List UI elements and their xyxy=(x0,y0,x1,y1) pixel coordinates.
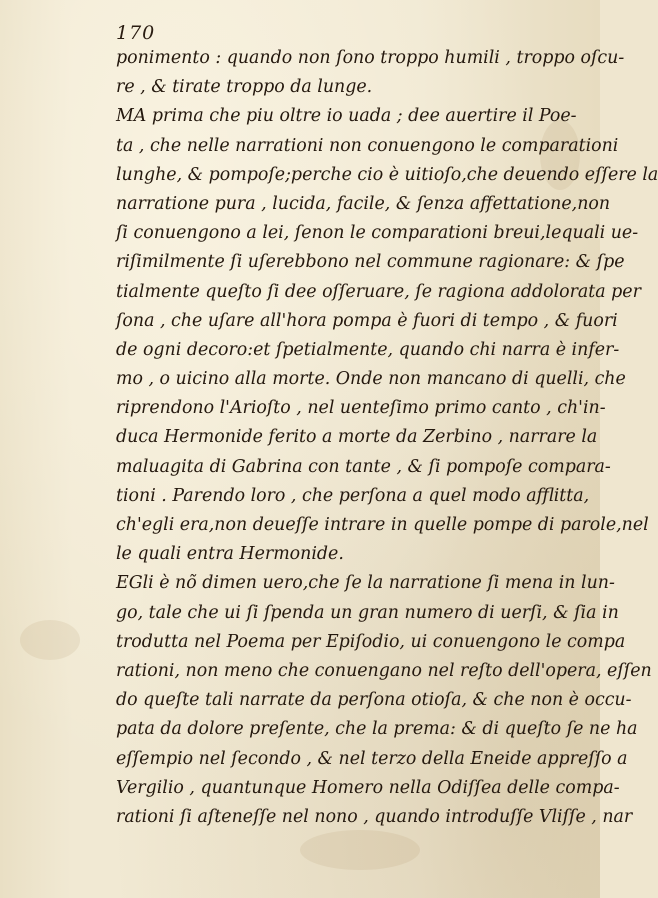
text-line: pata da dolore preſente, che la prema: & di queſto ſe ne ha xyxy=(116,719,638,740)
text-line: riprendono l'Arioſto , nel uenteſimo primo canto , ch'in- xyxy=(116,398,606,419)
text-line: re , & tirate troppo da lunge. xyxy=(116,77,373,98)
text-line: EGli è nõ dimen uero,che ſe la narratione ſi mena in lun- xyxy=(116,573,615,594)
text-line: duca Hermonide ferito a morte da Zerbino , narrare la xyxy=(116,427,598,448)
text-line: go, tale che ui ſi ſpenda un gran numero di uerſi, & ſia in xyxy=(116,602,619,623)
text-line: le quali entra Hermonide. xyxy=(116,544,344,565)
text-line: ponimento : quando non ſono troppo humili , troppo oſcu- xyxy=(116,48,625,68)
text-line: tioni . Parendo loro , che perſona a quel modo afflitta, xyxy=(116,485,590,506)
text-line: maluagita di Gabrina con tante , & ſi pompoſe compara- xyxy=(116,456,611,477)
text-line: ta , che nelle narrationi non conuengono le comparationi xyxy=(116,135,619,156)
text-line: rationi ſi aſteneſſe nel nono , quando introduſſe Vliſſe , nar xyxy=(116,806,633,827)
paper-stain xyxy=(300,830,420,870)
text-line: riſimilmente ſi uſerebbono nel commune ragionare: & ſpe xyxy=(116,252,625,273)
text-line: ch'egli era,non deueſſe intrare in quelle pompe di parole,nel xyxy=(116,515,649,535)
text-line: Vergilio , quantunque Homero nella Odiſſea delle compa- xyxy=(116,777,620,798)
text-line: mo , o uicino alla morte. Onde non mancano di quelli, che xyxy=(116,369,626,390)
text-line: lunghe, & pompoſe;perche cio è uitioſo,che deuendo eſſere la xyxy=(116,164,658,185)
text-line: MA prima che piu oltre io uada ; dee auertire il Poe- xyxy=(116,106,577,127)
text-line: ſona , che uſare all'hora pompa è fuori di tempo , & fuori xyxy=(116,310,618,331)
text-line: ſi conuengono a lei, ſenon le comparationi breui,lequali ue- xyxy=(116,223,639,244)
body-text xyxy=(116,44,658,832)
text-line: do queſte tali narrate da perſona otioſa, & che non è occu- xyxy=(116,690,632,711)
text-line: rationi, non meno che conuengano nel reſto dell'opera, eſſen xyxy=(116,660,652,681)
paper-stain xyxy=(20,620,80,660)
text-line: narratione pura , lucida, facile, & ſenza affettatione,non xyxy=(116,193,611,214)
text-line: tialmente queſto ſi dee oſſeruare, ſe ragiona addolorata per xyxy=(116,281,641,302)
text-line: de ogni decoro:et ſpetialmente, quando chi narra è infer- xyxy=(116,339,620,360)
page-number: 170 xyxy=(116,22,156,44)
text-line: trodutta nel Poema per Epiſodio, ui conuengono le compa xyxy=(116,631,626,652)
text-line: eſſempio nel ſecondo , & nel terzo della Eneide appreſſo a xyxy=(116,748,628,769)
